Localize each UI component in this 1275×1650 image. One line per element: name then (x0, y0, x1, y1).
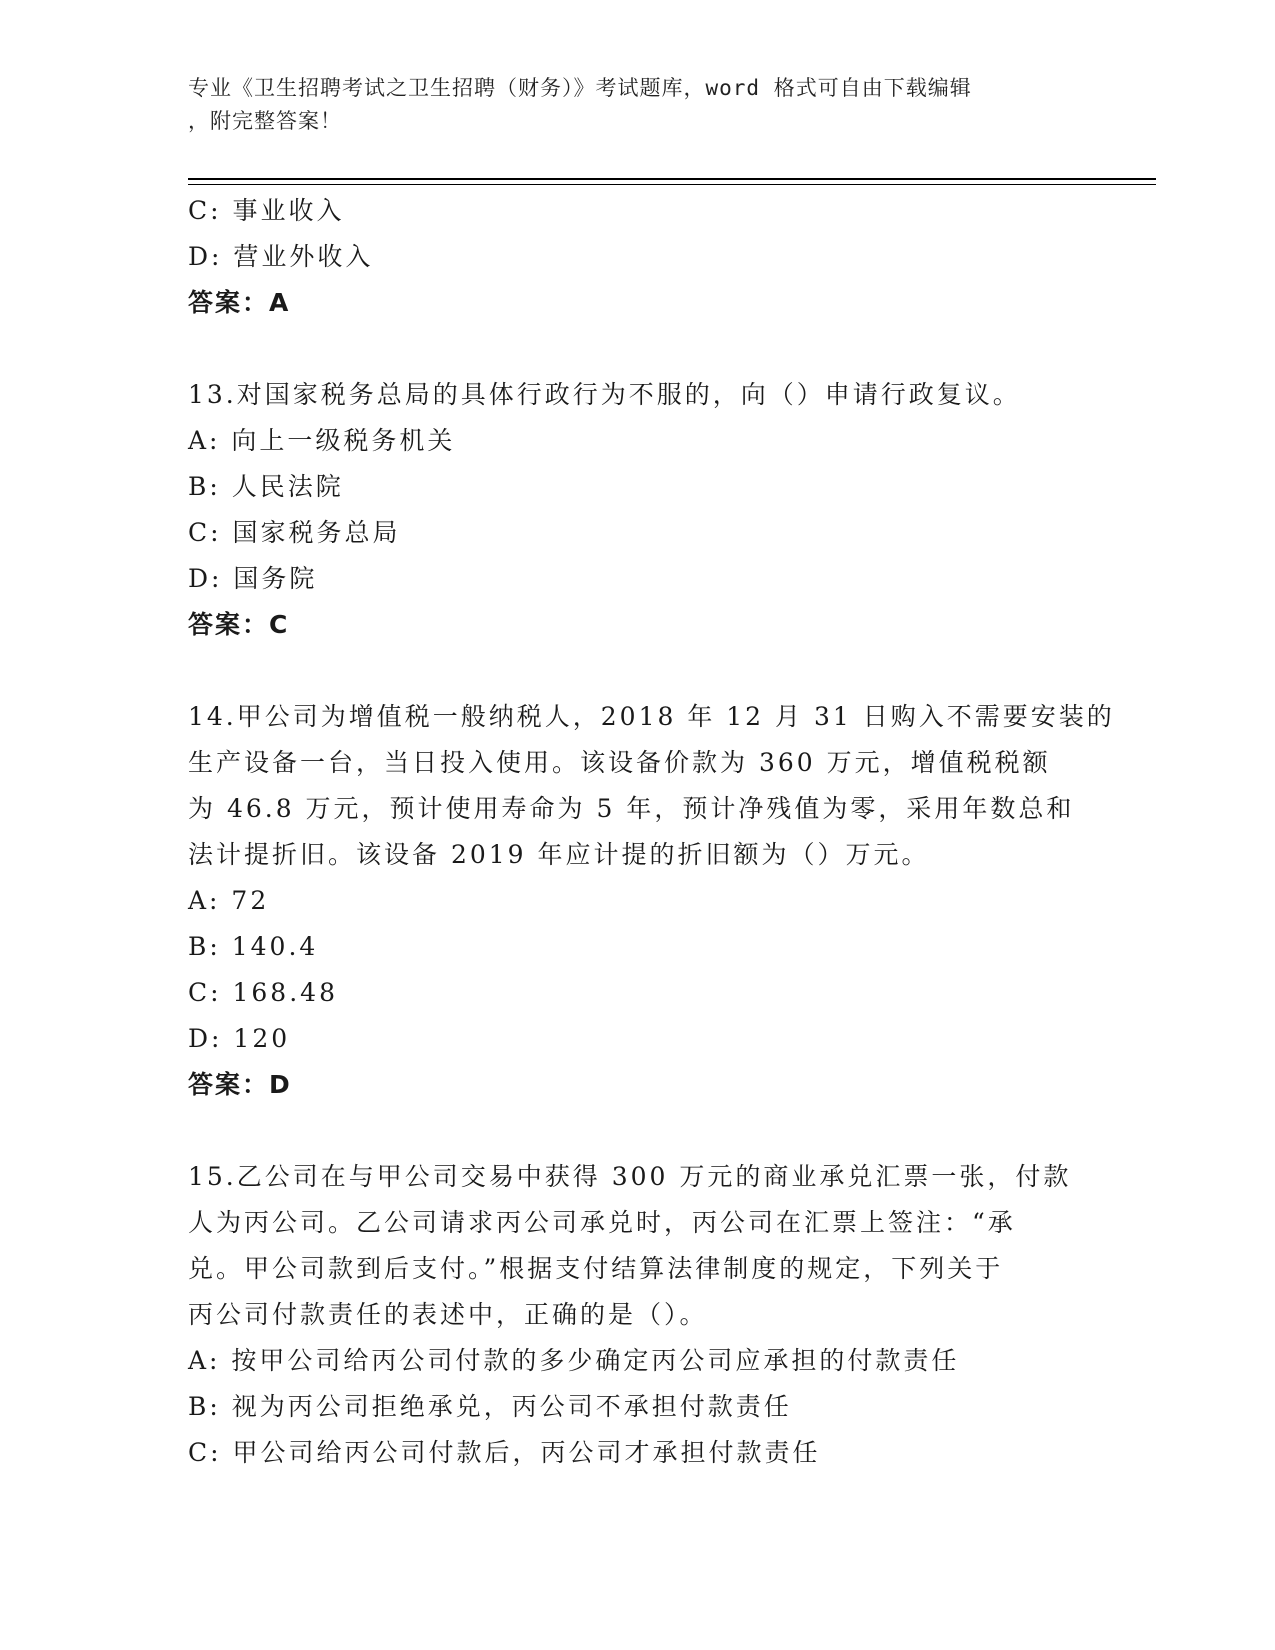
question-stem-line: 15.乙公司在与甲公司交易中获得 300 万元的商业承兑汇票一张，付款 (188, 1162, 1072, 1191)
header-line-1: 专业《卫生招聘考试之卫生招聘（财务）》考试题库，word 格式可自由下载编辑 (188, 76, 972, 100)
option-b: B: 视为丙公司拒绝承兑，丙公司不承担付款责任 (188, 1392, 792, 1421)
answer-label: 答案：A (188, 288, 291, 317)
header-divider-thick (188, 178, 1156, 180)
option-c: C: 事业收入 (188, 196, 345, 225)
question-stem-line: 为 46.8 万元，预计使用寿命为 5 年，预计净残值为零，采用年数总和 (188, 794, 1075, 823)
spacer (188, 648, 1088, 694)
option-a: A: 72 (188, 886, 270, 915)
spacer (188, 326, 1088, 372)
option-c: C: 国家税务总局 (188, 518, 401, 547)
option-c: C: 168.48 (188, 978, 338, 1007)
question-stem-line: 丙公司付款责任的表述中，正确的是（）。 (188, 1300, 708, 1329)
question-12-tail (188, 188, 1088, 326)
answer-label: 答案：C (188, 610, 290, 639)
header-line-2: ，附完整答案！ (188, 109, 342, 133)
question-13 (188, 372, 1088, 648)
question-15 (188, 1154, 1088, 1476)
question-stem: 13.对国家税务总局的具体行政行为不服的，向（）申请行政复议。 (188, 380, 1021, 409)
question-stem-line: 法计提折旧。该设备 2019 年应计提的折旧额为（）万元。 (188, 840, 930, 869)
option-c: C: 甲公司给丙公司付款后，丙公司才承担付款责任 (188, 1438, 821, 1467)
option-a: A: 按甲公司给丙公司付款的多少确定丙公司应承担的付款责任 (188, 1346, 960, 1375)
question-14 (188, 694, 1115, 1108)
question-stem-line: 人为丙公司。乙公司请求丙公司承兑时，丙公司在汇票上签注：“承 (188, 1208, 1016, 1237)
option-b: B: 140.4 (188, 932, 319, 961)
document-header (188, 72, 1068, 138)
option-a: A: 向上一级税务机关 (188, 426, 456, 455)
spacer (188, 1108, 1088, 1154)
option-d: D: 120 (188, 1024, 291, 1053)
option-d: D: 营业外收入 (188, 242, 374, 271)
header-divider-thin (188, 184, 1156, 185)
question-stem-line: 兑。甲公司款到后支付。”根据支付结算法律制度的规定，下列关于 (188, 1254, 1004, 1283)
answer-label: 答案：D (188, 1070, 292, 1099)
option-b: B: 人民法院 (188, 472, 344, 501)
question-stem-line: 生产设备一台，当日投入使用。该设备价款为 360 万元，增值税税额 (188, 748, 1051, 777)
option-d: D: 国务院 (188, 564, 318, 593)
question-list (188, 188, 1115, 1476)
question-stem-line: 14.甲公司为增值税一般纳税人，2018 年 12 月 31 日购入不需要安装的 (188, 702, 1115, 731)
